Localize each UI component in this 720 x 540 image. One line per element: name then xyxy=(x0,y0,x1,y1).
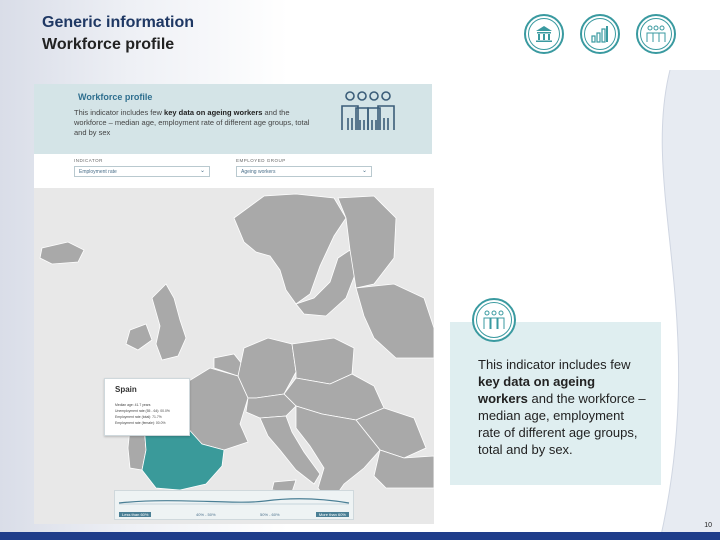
country-popup xyxy=(104,378,190,436)
workers-group-icon xyxy=(338,88,398,139)
filter-row xyxy=(74,158,414,182)
group-label: EMPLOYED GROUP xyxy=(236,158,286,163)
legend-slider[interactable] xyxy=(114,490,354,520)
popup-line: Employment rate (female): 00.0% xyxy=(115,421,166,425)
embedded-screenshot xyxy=(34,84,434,524)
screenshot-title: Workforce profile xyxy=(78,92,153,102)
title-block xyxy=(42,12,194,56)
page-subtitle: Workforce profile xyxy=(42,36,175,53)
indicator-select[interactable] xyxy=(74,166,210,177)
indicator-select-value: Employment rate xyxy=(79,169,117,175)
popup-line: Unemployment rate (55 - 64): 00.0% xyxy=(115,409,170,413)
page-number: 10 xyxy=(704,522,712,529)
screenshot-description: This indicator includes few key data on ageing workers and the workforce – median age, employment rate of different age groups, total and by sex xyxy=(74,108,310,137)
slider-label-high: More than 60% xyxy=(316,512,349,517)
popup-line: Median age: 41.7 years xyxy=(115,403,151,407)
workers-group-icon xyxy=(636,14,676,54)
page-title: Generic information xyxy=(42,14,195,31)
info-text: This indicator includes few key data on ageing workers and the workforce – median age, employment rate of different age groups, total and by sex. xyxy=(478,357,646,457)
slider-labels xyxy=(119,510,349,517)
top-icon-row xyxy=(524,14,676,54)
footer-bar xyxy=(0,532,720,540)
europe-map xyxy=(34,188,434,524)
europe-map-graphic xyxy=(34,188,434,524)
popup-line: Employment rate (total): 71.7% xyxy=(115,415,162,419)
chevron-down-icon: ⌄ xyxy=(361,168,367,174)
bar-chart-icon xyxy=(580,14,620,54)
group-select[interactable] xyxy=(236,166,372,177)
slider-label-mid: 40% - 50% xyxy=(196,512,216,517)
chevron-down-icon: ⌄ xyxy=(199,168,205,174)
slider-label-low: Less than 60% xyxy=(119,512,151,517)
group-select-value: Ageing workers xyxy=(241,169,276,175)
institution-icon xyxy=(524,14,564,54)
slider-label-mid: 50% - 60% xyxy=(260,512,280,517)
indicator-filter xyxy=(74,158,210,177)
group-filter xyxy=(236,158,372,177)
slider-curve xyxy=(115,493,353,511)
screenshot-header xyxy=(34,84,432,154)
workers-group-icon xyxy=(472,298,516,342)
popup-title: Spain xyxy=(115,385,137,394)
indicator-label: INDICATOR xyxy=(74,158,103,163)
